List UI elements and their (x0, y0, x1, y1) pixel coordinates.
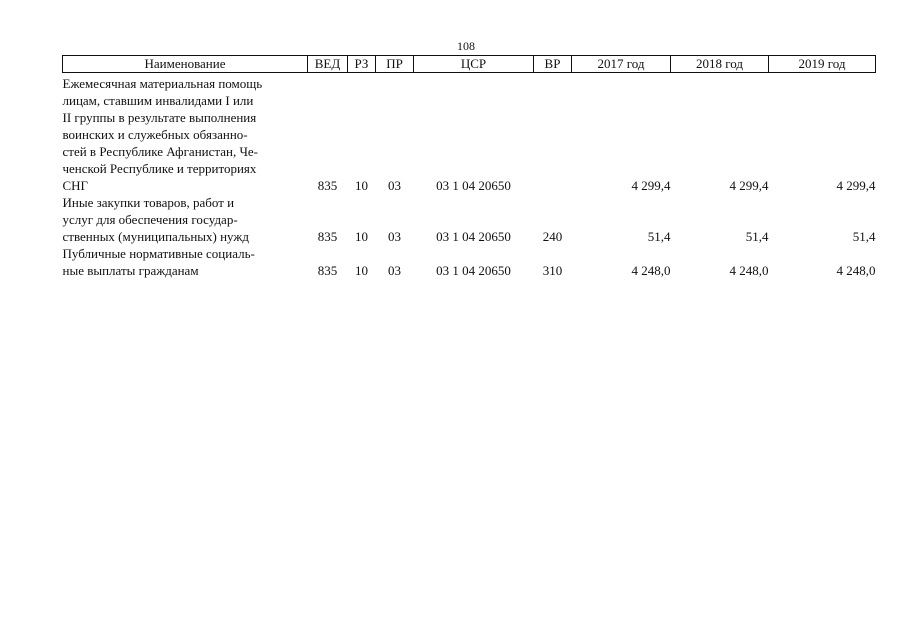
header-vr: ВР (534, 56, 572, 73)
cell-csr: 03 1 04 20650 (436, 263, 511, 278)
cell-ved: 835 (317, 178, 338, 193)
cell-pr: 03 (388, 178, 401, 193)
header-csr: ЦСР (414, 56, 534, 73)
cell-vr: 240 (542, 229, 563, 244)
table-row (63, 194, 876, 245)
cell-csr: 03 1 04 20650 (436, 229, 511, 244)
name-line: ные выплаты гражданам (62, 263, 199, 278)
cell-2018: 4 299,4 (729, 178, 769, 193)
cell-rz: 10 (355, 263, 368, 278)
name-line: ченской Республике и территориях (62, 161, 257, 176)
cell-2017: 51,4 (647, 229, 671, 244)
cell-2017: 4 299,4 (631, 178, 671, 193)
budget-table (62, 55, 876, 279)
header-rz: РЗ (348, 56, 376, 73)
header-2019: 2019 год (769, 56, 876, 73)
name-line: СНГ (62, 178, 89, 193)
cell-pr: 03 (388, 263, 401, 278)
row-name (63, 194, 308, 245)
cell-2017: 4 248,0 (631, 263, 671, 278)
table-row (63, 245, 876, 279)
header-row (63, 56, 876, 73)
name-line: Публичные нормативные социаль- (62, 246, 255, 261)
table-row (63, 73, 876, 195)
header-ved: ВЕД (308, 56, 348, 73)
name-line: Ежемесячная материальная помощь (62, 76, 263, 91)
cell-vr (534, 73, 572, 195)
name-line: II группы в результате выполнения (62, 110, 257, 125)
name-line: воинских и служебных обязанно- (62, 127, 248, 142)
name-line: ственных (муниципальных) нужд (62, 229, 249, 244)
row-name (63, 245, 308, 279)
cell-rz: 10 (355, 178, 368, 193)
name-line: лицам, ставшим инвалидами I или (62, 93, 254, 108)
cell-2019: 4 248,0 (836, 263, 876, 278)
name-line: услуг для обеспечения государ- (62, 212, 238, 227)
cell-pr: 03 (388, 229, 401, 244)
name-line: Иные закупки товаров, работ и (62, 195, 235, 210)
row-name (63, 73, 308, 195)
header-name: Наименование (63, 56, 308, 73)
cell-ved: 835 (317, 263, 338, 278)
cell-csr: 03 1 04 20650 (436, 178, 511, 193)
header-2018: 2018 год (671, 56, 769, 73)
cell-2019: 51,4 (852, 229, 876, 244)
header-pr: ПР (376, 56, 414, 73)
cell-rz: 10 (355, 229, 368, 244)
cell-ved: 835 (317, 229, 338, 244)
cell-2019: 4 299,4 (836, 178, 876, 193)
cell-2018: 51,4 (745, 229, 769, 244)
cell-vr: 310 (542, 263, 563, 278)
header-2017: 2017 год (572, 56, 671, 73)
page-number: 108 (457, 39, 475, 53)
cell-2018: 4 248,0 (729, 263, 769, 278)
name-line: стей в Республике Афганистан, Че- (62, 144, 258, 159)
